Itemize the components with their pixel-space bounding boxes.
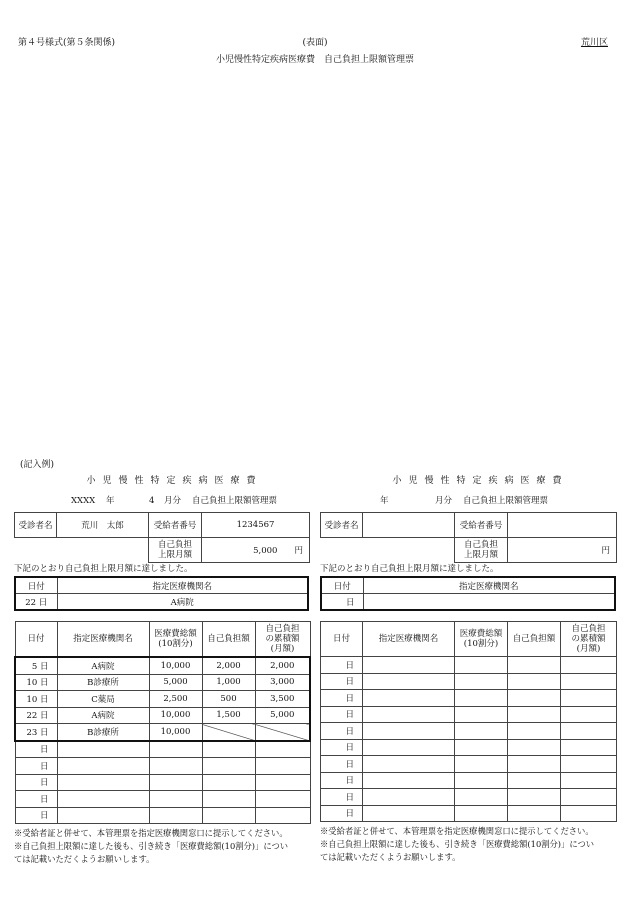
cumulative-cell[interactable] [561,756,617,773]
date-cell[interactable]: 日 [321,673,363,690]
cumulative-cell[interactable] [561,739,617,756]
copay-header: 自己負担額 [508,622,561,657]
date-header: 日付 [321,622,363,657]
date-cell[interactable]: 10 日 [15,674,57,691]
institution-cell[interactable] [57,807,149,824]
date-cell[interactable]: 23 日 [15,724,57,741]
date-cell[interactable]: 日 [321,789,363,806]
reached-institution-header: 指定医療機関名 [363,577,615,594]
table-row [15,724,310,741]
panel-title: 小児慢性特定疾病医療費 [392,476,569,486]
institution-cell[interactable] [363,772,455,789]
period-line [320,490,621,512]
institution-cell[interactable]: B診療所 [57,674,149,691]
cumulative-cell[interactable] [561,657,617,674]
date-cell[interactable]: 5 日 [15,657,57,674]
sheet-name: 自己負担上限額管理票 [192,496,278,506]
footnotes: ※受給者証と併せて、本管理票を指定医療機関窓口に提示してください。 ※自己負担上限額に達した後も、引き続き「医療費総額(10割分)」につい ては記載いただくようお願いします。 [320,826,595,862]
year-value: XXXX [71,496,96,506]
institution-cell[interactable] [363,673,455,690]
institution-cell[interactable] [57,791,149,808]
total-cost-cell[interactable] [455,805,508,822]
copay-cell[interactable] [202,774,255,791]
year-label: 年 [106,496,115,506]
total-cost-cell[interactable] [455,657,508,674]
sheet-name: 自己負担上限額管理票 [463,496,549,506]
total-cost-cell[interactable] [149,741,202,758]
cumulative-cell[interactable] [561,805,617,822]
total-cost-header: 医療費総額 (10割分) [455,622,508,657]
copay-cell[interactable] [202,791,255,808]
recipient-name-field[interactable] [363,513,455,538]
date-cell[interactable]: 日 [15,791,57,808]
form-number: 第４号様式(第５条関係) [18,38,116,48]
reached-date-header: 日付 [15,577,57,594]
date-cell[interactable]: 日 [321,756,363,773]
year-label: 年 [380,496,389,506]
institution-cell[interactable]: A病院 [57,707,149,724]
cumulative-header: 自己負担 の累積額 (月額) [255,622,310,658]
copay-cell[interactable] [508,657,561,674]
institution-cell[interactable]: B診療所 [57,724,149,741]
recipient-number-field[interactable]: 1234567 [202,513,310,538]
table-row [15,791,310,808]
date-cell[interactable]: 10 日 [15,691,57,708]
copay-cell[interactable] [508,690,561,707]
reached-date-field[interactable]: 日 [321,594,363,611]
table-row [321,673,617,690]
example-panel [14,472,315,866]
copay-cell[interactable] [508,739,561,756]
total-cost-header: 医療費総額 (10割分) [149,622,202,658]
limit-label: 自己負担 上限月額 [455,538,508,563]
date-cell[interactable]: 22 日 [15,707,57,724]
cumulative-cell[interactable]: 3,500 [255,691,310,708]
panel-title: 小児慢性特定疾病医療費 [86,476,263,486]
recipient-number-label: 受給者番号 [149,513,202,538]
month-label: 月分 [435,496,453,506]
table-row [321,756,617,773]
table-row [15,674,310,691]
reached-institution-field[interactable] [363,594,615,611]
recipient-info [14,512,310,563]
reached-date-header: 日付 [321,577,363,594]
table-row [15,707,310,724]
total-cost-cell[interactable] [455,706,508,723]
table-row [15,741,310,758]
table-row [321,739,617,756]
month-label: 月分 [164,496,182,506]
limit-amount-field[interactable]: 5,000 円 [202,538,310,563]
date-cell[interactable]: 日 [321,690,363,707]
copay-header: 自己負担額 [202,622,255,658]
cumulative-cell[interactable] [561,673,617,690]
institution-cell[interactable]: A病院 [57,657,149,674]
cumulative-cell[interactable]: 3,000 [255,674,310,691]
cumulative-cell[interactable] [561,772,617,789]
institution-cell[interactable] [363,657,455,674]
reached-notice: 下記のとおり自己負担上限月額に達しました。 [14,564,193,574]
table-row [15,657,310,674]
institution-header: 指定医療機関名 [363,622,455,657]
cumulative-cell[interactable] [561,706,617,723]
copay-cell[interactable] [508,756,561,773]
limit-amount-field[interactable]: 円 [508,538,617,563]
table-row [15,758,310,775]
copay-cell[interactable] [508,673,561,690]
date-cell[interactable]: 日 [321,723,363,740]
total-cost-cell[interactable] [455,756,508,773]
reached-date-field[interactable]: 22 日 [15,594,57,611]
total-cost-cell[interactable] [455,673,508,690]
blank-panel [320,472,621,864]
cumulative-cell[interactable] [255,774,310,791]
copay-cell[interactable] [202,807,255,824]
institution-cell[interactable] [363,690,455,707]
total-cost-cell[interactable] [149,807,202,824]
cumulative-cell[interactable] [255,807,310,824]
cumulative-cell[interactable]: 5,000 [255,707,310,724]
institution-header: 指定医療機関名 [57,622,149,658]
copay-cell[interactable]: 1,000 [202,674,255,691]
side-label: (表面) [302,38,328,48]
example-label: (記入例) [20,460,55,470]
cumulative-cell[interactable] [561,789,617,806]
date-header: 日付 [15,622,57,658]
table-row [321,657,617,674]
date-cell[interactable]: 日 [321,772,363,789]
institution-cell[interactable]: C薬局 [57,691,149,708]
ward-name: 荒川区 [580,38,608,48]
cumulative-cell[interactable] [561,723,617,740]
total-cost-cell[interactable] [455,723,508,740]
copay-cell[interactable] [202,741,255,758]
table-row [15,691,310,708]
page-title: 小児慢性特定疾病医療費 自己負担上限額管理票 [215,55,414,65]
cumulative-cell[interactable] [561,690,617,707]
total-cost-cell[interactable] [455,690,508,707]
copay-cell[interactable] [508,723,561,740]
table-row [321,805,617,822]
table-row [15,807,310,824]
date-cell[interactable]: 日 [321,805,363,822]
date-cell[interactable]: 日 [321,706,363,723]
date-cell[interactable]: 日 [15,741,57,758]
total-cost-cell[interactable]: 5,000 [149,674,202,691]
table-row [321,690,617,707]
copay-cell[interactable] [202,724,255,741]
reached-institution-header: 指定医療機関名 [57,577,308,594]
copay-cell[interactable] [508,805,561,822]
institution-cell[interactable] [57,774,149,791]
footnotes: ※受給者証と併せて、本管理票を指定医療機関窓口に提示してください。 ※自己負担上限額に達した後も、引き続き「医療費総額(10割分)」につい ては記載いただくようお願いします。 [14,828,289,864]
recipient-name-label: 受診者名 [15,513,57,538]
total-cost-cell[interactable] [455,772,508,789]
reached-institution-field[interactable]: A病院 [57,594,308,611]
recipient-number-label: 受給者番号 [455,513,508,538]
cost-table [320,621,617,822]
copay-cell[interactable]: 2,000 [202,657,255,674]
date-cell[interactable]: 日 [321,739,363,756]
recipient-info [320,512,617,563]
copay-cell[interactable]: 1,500 [202,707,255,724]
institution-cell[interactable] [363,789,455,806]
cumulative-cell[interactable] [255,741,310,758]
cumulative-cell[interactable] [255,791,310,808]
date-cell[interactable]: 日 [321,657,363,674]
total-cost-cell[interactable] [455,789,508,806]
copay-cell[interactable] [508,772,561,789]
cumulative-cell[interactable]: 2,000 [255,657,310,674]
total-cost-cell[interactable]: 10,000 [149,707,202,724]
institution-cell[interactable] [363,805,455,822]
institution-cell[interactable] [57,758,149,775]
table-row [15,774,310,791]
total-cost-cell[interactable]: 10,000 [149,724,202,741]
total-cost-cell[interactable] [149,774,202,791]
institution-cell[interactable] [363,723,455,740]
month-value: 4 [149,496,155,506]
recipient-name-field[interactable]: 荒川 太郎 [57,513,149,538]
date-cell[interactable]: 日 [15,758,57,775]
table-row [321,789,617,806]
institution-cell[interactable] [363,756,455,773]
reached-table [320,576,616,611]
recipient-name-label: 受診者名 [321,513,363,538]
total-cost-cell[interactable] [455,739,508,756]
total-cost-cell[interactable] [149,758,202,775]
institution-cell[interactable] [363,706,455,723]
total-cost-cell[interactable] [149,791,202,808]
cumulative-header: 自己負担 の累積額 (月額) [561,622,617,657]
date-cell[interactable]: 日 [15,807,57,824]
table-row [321,706,617,723]
reached-notice: 下記のとおり自己負担上限月額に達しました。 [320,564,499,574]
copay-cell[interactable] [508,789,561,806]
institution-cell[interactable] [57,741,149,758]
reached-table [14,576,309,611]
copay-cell[interactable] [202,758,255,775]
table-row [321,723,617,740]
period-line [14,490,315,512]
total-cost-cell[interactable]: 2,500 [149,691,202,708]
recipient-number-field[interactable] [508,513,617,538]
date-cell[interactable]: 日 [15,774,57,791]
cumulative-cell[interactable] [255,758,310,775]
total-cost-cell[interactable]: 10,000 [149,657,202,674]
copay-cell[interactable] [508,706,561,723]
limit-label: 自己負担 上限月額 [149,538,202,563]
copay-cell[interactable]: 500 [202,691,255,708]
table-row [321,772,617,789]
institution-cell[interactable] [363,739,455,756]
cost-table [14,621,311,824]
cumulative-cell[interactable] [255,724,310,741]
